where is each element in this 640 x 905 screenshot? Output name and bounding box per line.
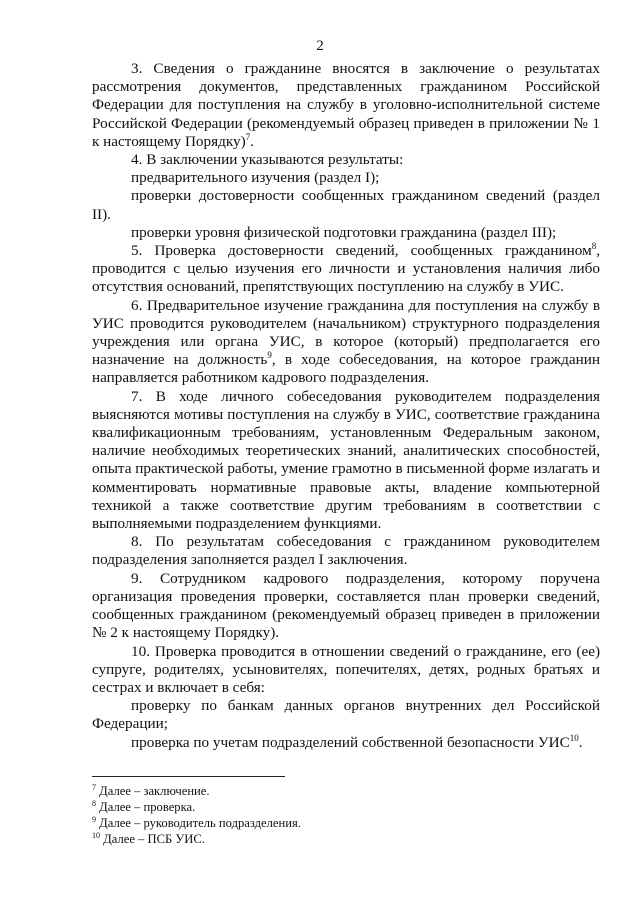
footnote-separator (92, 776, 285, 777)
paragraph-9: 9. Сотрудником кадрового подразделения, которому поручена организация проведения проверки, составляется план проверки сведений, сообщенных гражданином (рекомендуемый образец приведен в приложении № 2 к настоящему Порядку). (92, 569, 600, 642)
footnote-number: 10 (92, 830, 100, 840)
paragraph-10-item-1: проверку по банкам данных органов внутренних дел Российской Федерации; (92, 697, 600, 733)
footnote-ref-8: 8 (591, 240, 597, 251)
paragraph-tail: , проводится с целью изучения его личности и установления наличия либо отсутствия оснований, препятствующих поступлению на службу в УИС. (92, 242, 600, 296)
footnote-ref-7: 7 (245, 131, 251, 142)
paragraph-5 (92, 242, 600, 297)
paragraph-6 (92, 297, 600, 388)
paragraph-3 (92, 60, 600, 151)
paragraph-4-item-2: проверки достоверности сообщенных гражданином сведений (раздел II). (92, 187, 600, 223)
page-number: 2 (316, 38, 324, 54)
paragraph-tail: . (578, 733, 583, 751)
footnote-number: 9 (92, 814, 96, 824)
footnote-7 (92, 783, 492, 799)
footnote-number: 8 (92, 798, 96, 808)
footnote-9 (92, 815, 492, 831)
paragraph-tail: . (250, 132, 254, 150)
footnote-ref-9: 9 (267, 350, 272, 361)
footnote-text: Далее – руководитель подразделения. (96, 816, 301, 830)
footnotes (92, 783, 492, 847)
paragraph-text: 6. Предварительное изучение гражданина для поступления на службу в УИС проводится руководителем (начальником) структурного подразделения учреждения или органа УИС, в которое (который) предполагается его назначение на должность (92, 296, 600, 369)
footnote-8 (92, 799, 492, 815)
paragraph-text: 5. Проверка достоверности сведений, сообщенных гражданином (131, 242, 592, 260)
document-body (92, 60, 600, 752)
paragraph-text: проверка по учетам подразделений собственной безопасности УИС (131, 733, 570, 751)
paragraph-7: 7. В ходе личного собеседования руководителем подразделения выясняются мотивы поступления на службу в УИС, соответствие гражданина квалификационным требованиям, установленным Федеральным законом, наличие необходимых теоретических знаний, аналитических способностей, опыта практической работы, умение грамотно в письменной форме излагать и комментировать нормативные правовые акты, владение компьютерной техникой а также соответствие другим требованиям в соответствии с выполняемыми подразделением функциями. (92, 387, 600, 533)
paragraph-4-item-1: предварительного изучения (раздел I); (131, 169, 380, 187)
paragraph-text: 3. Сведения о гражданине вносятся в заключение о результатах рассмотрения документов, представленных гражданином Российской Федерации для поступления на службу в уголовно-исполнительной системе Российской Федерации (рекомендуемый образец приведен в приложении № 1 к настоящему Порядку) (92, 60, 600, 150)
footnote-text: Далее – проверка. (96, 800, 196, 814)
paragraph-tail: , в ходе собеседования, на которое гражданин направляется работником кадрового подразделения. (92, 351, 600, 387)
footnote-number: 7 (92, 782, 96, 792)
paragraph-10: 10. Проверка проводится в отношении сведений о гражданине, его (ее) супруге, родителях, усыновителях, попечителях, детях, родных братьях и сестрах и включает в себя: (92, 642, 600, 696)
paragraph-8: 8. По результатам собеседования с гражданином руководителем подразделения заполняется раздел I заключения. (92, 533, 600, 569)
paragraph-4: 4. В заключении указываются результаты: (131, 151, 404, 169)
footnote-text: Далее – заключение. (96, 784, 210, 798)
paragraph-4-item-3: проверки уровня физической подготовки гражданина (раздел III); (131, 223, 557, 241)
footnote-text: Далее – ПСБ УИС. (100, 832, 205, 846)
paragraph-10-item-2 (92, 734, 600, 752)
footnote-ref-10: 10 (569, 732, 579, 743)
footnote-10 (92, 831, 492, 847)
